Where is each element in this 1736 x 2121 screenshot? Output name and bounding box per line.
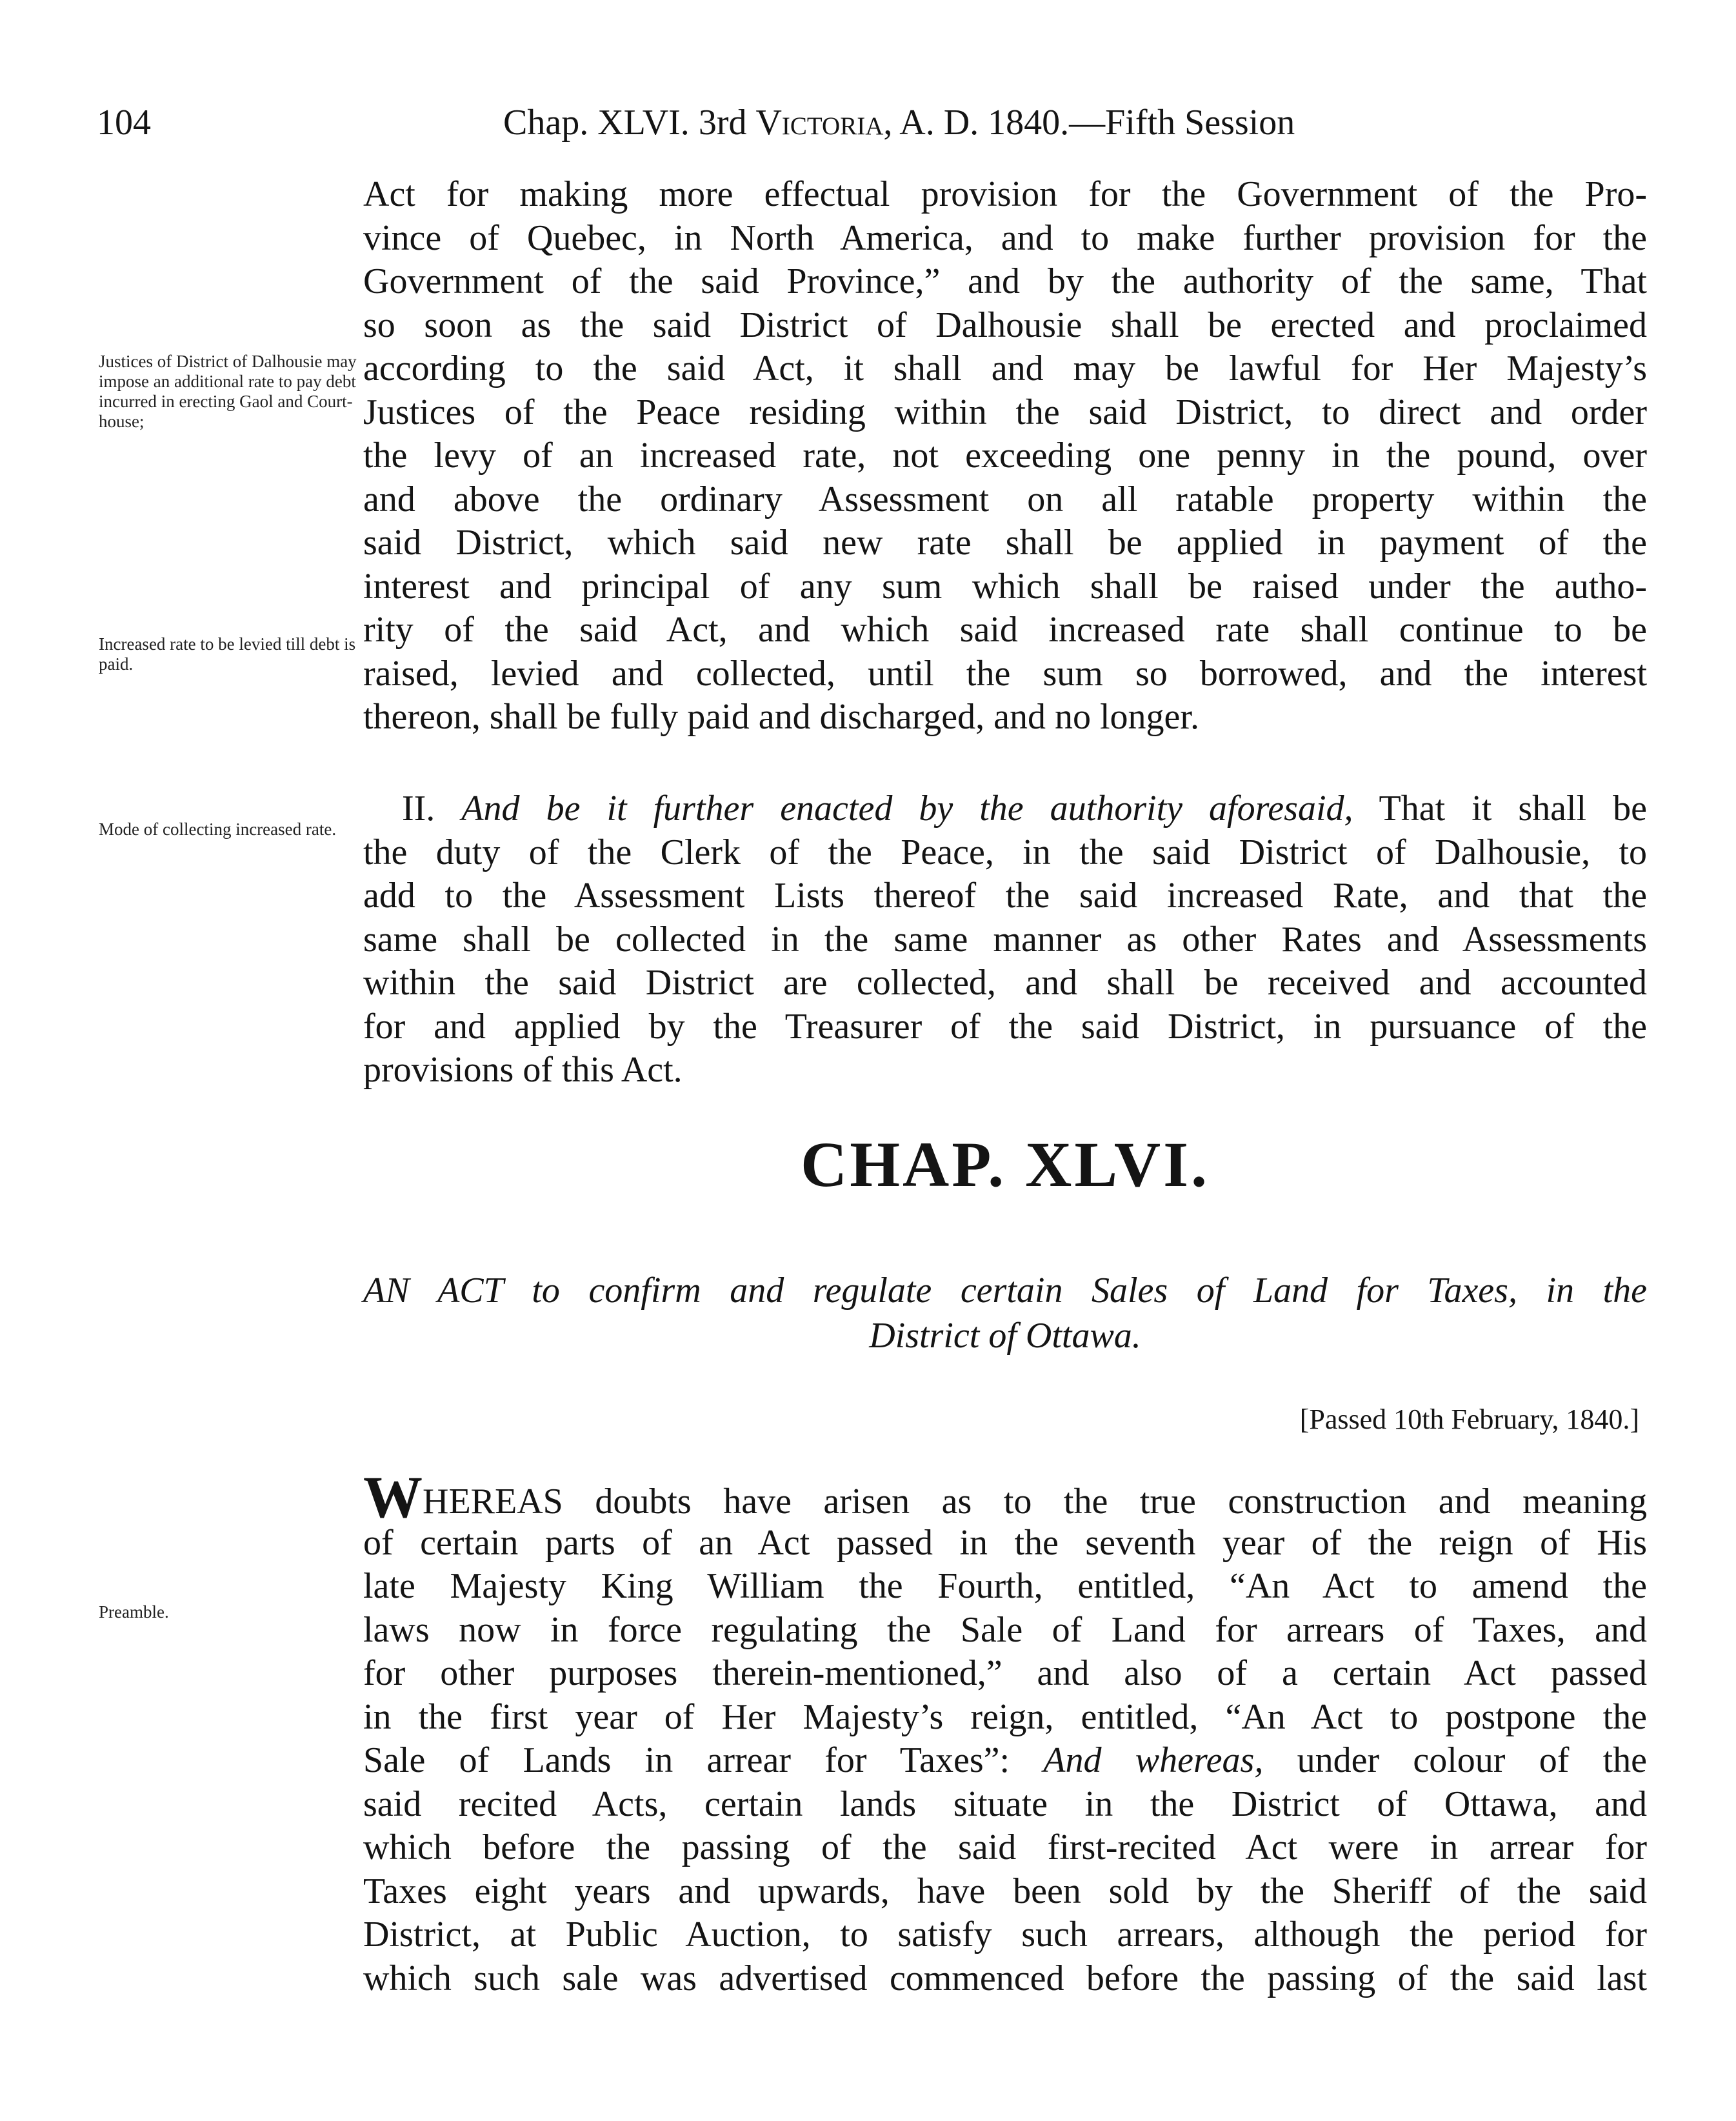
act-title-text: to confirm and regulate certain Sales of Land for Taxes, in the xyxy=(532,1271,1648,1311)
text-line: late Majesty King William the Fourth, entitled, “An Act to amend the xyxy=(363,1566,1647,1606)
text-line: Justices of the Peace residing within the said District, to direct and order xyxy=(363,392,1647,432)
section-two-text xyxy=(363,787,1647,1092)
chapter-heading: CHAP. XLVI. xyxy=(801,1129,1210,1200)
text-line: in the first year of Her Majesty’s reign, entitled, “An Act to postpone the xyxy=(363,1696,1647,1737)
whereas-line xyxy=(363,1739,1647,1783)
preamble-first-line xyxy=(363,1478,1647,1522)
text-line: which such sale was advertised commenced before the passing of the said last xyxy=(363,1958,1647,1998)
sidenote-mode-of-collecting: Mode of collecting increased rate. xyxy=(99,819,337,839)
running-head-date: A. D. 1840.—Fifth Session xyxy=(899,103,1295,143)
text-line: interest and principal of any sum which shall be raised under the autho- xyxy=(363,566,1647,607)
page-number: 104 xyxy=(97,103,151,143)
text-line: so soon as the said District of Dalhousie shall be erected and proclaimed xyxy=(363,305,1647,345)
text-line: the duty of the Clerk of the Peace, in the said District of Dalhousie, to xyxy=(363,832,1647,872)
sidenote-justices: Justices of District of Dalhousie may impose an additional rate to pay debt incurred in erecting Gaol and Court-house; xyxy=(99,352,357,431)
section-two-first-line xyxy=(363,787,1647,831)
drop-cap: W xyxy=(363,1478,423,1522)
text-line: according to the said Act, it shall and may be lawful for Her Majesty’s xyxy=(363,348,1647,388)
text-line: said recited Acts, certain lands situate in the District of Ottawa, and xyxy=(363,1784,1647,1824)
sidenote-preamble: Preamble. xyxy=(99,1602,169,1622)
text-line: raised, levied and collected, until the sum so borrowed, and the interest xyxy=(363,653,1647,694)
text-line: and above the ordinary Assessment on all ratable property within the xyxy=(363,479,1647,519)
text-line: vince of Quebec, in North America, and to make further provision for the xyxy=(363,217,1647,258)
enacting-clause: And be it further enacted by the authority aforesaid, xyxy=(461,789,1353,829)
text-fragment: That it shall be xyxy=(1379,789,1647,829)
text-line: for other purposes therein-mentioned,” and also of a certain Act passed xyxy=(363,1653,1647,1693)
text-line: rity of the said Act, and which said increased rate shall continue to be xyxy=(363,610,1647,650)
text-line: add to the Assessment Lists thereof the said increased Rate, and that the xyxy=(363,876,1647,916)
text-line: the levy of an increased rate, not exceeding one penny in the pound, over xyxy=(363,436,1647,476)
running-head-chap: Chap. XLVI. xyxy=(503,103,690,143)
running-head-title: Chap. XLVI. 3rd Victoria, A. D. 1840.—Fifth Session xyxy=(503,103,1295,143)
text-line: Taxes eight years and upwards, have been sold by the Sheriff of the said xyxy=(363,1871,1647,1911)
act-title-line-two: District of Ottawa. xyxy=(869,1316,1141,1356)
section-numeral: II. xyxy=(402,789,435,829)
sidenote-increased-rate: Increased rate to be levied till debt is paid. xyxy=(99,634,356,674)
preamble-text xyxy=(363,1478,1647,2000)
text-fragment: Sale of Lands in arrear for Taxes”: xyxy=(363,1740,1010,1780)
running-header xyxy=(97,97,1503,148)
text-line: District, at Public Auction, to satisfy such arrears, although the period for xyxy=(363,1915,1647,1955)
text-line: thereon, shall be fully paid and discharged, and no longer. xyxy=(363,697,1199,737)
passed-date: [Passed 10th February, 1840.] xyxy=(1299,1403,1639,1435)
section-one-text xyxy=(363,173,1647,739)
act-title-lead: AN ACT xyxy=(363,1271,503,1311)
text-fragment: under colour of the xyxy=(1297,1740,1647,1780)
text-line: of certain parts of an Act passed in the seventh year of the reign of His xyxy=(363,1522,1647,1563)
text-line: Act for making more effectual provision for the Government of the Pro- xyxy=(363,174,1647,214)
whereas-clause: And whereas, xyxy=(1043,1740,1264,1780)
text-line: provisions of this Act. xyxy=(363,1050,683,1090)
text-line: for and applied by the Treasurer of the said District, in pursuance of the xyxy=(363,1006,1647,1047)
text-line: same shall be collected in the same manner as other Rates and Assessments xyxy=(363,919,1647,960)
text-line: laws now in force regulating the Sale of Land for arrears of Taxes, and xyxy=(363,1609,1647,1650)
text-line: which before the passing of the said first-recited Act were in arrear for xyxy=(363,1827,1647,1867)
text-line: said District, which said new rate shall be applied in payment of the xyxy=(363,523,1647,563)
text-line: Government of the said Province,” and by the authority of the same, That xyxy=(363,261,1647,301)
text-fragment: HEREAS doubts have arisen as to the true construction and meaning xyxy=(423,1482,1647,1522)
act-title-line-one xyxy=(363,1268,1647,1313)
running-head-year: 3rd xyxy=(698,103,747,143)
act-title xyxy=(363,1268,1647,1358)
text-line: within the said District are collected, and shall be received and accounted xyxy=(363,963,1647,1003)
running-head-reign: Victoria xyxy=(755,103,884,143)
